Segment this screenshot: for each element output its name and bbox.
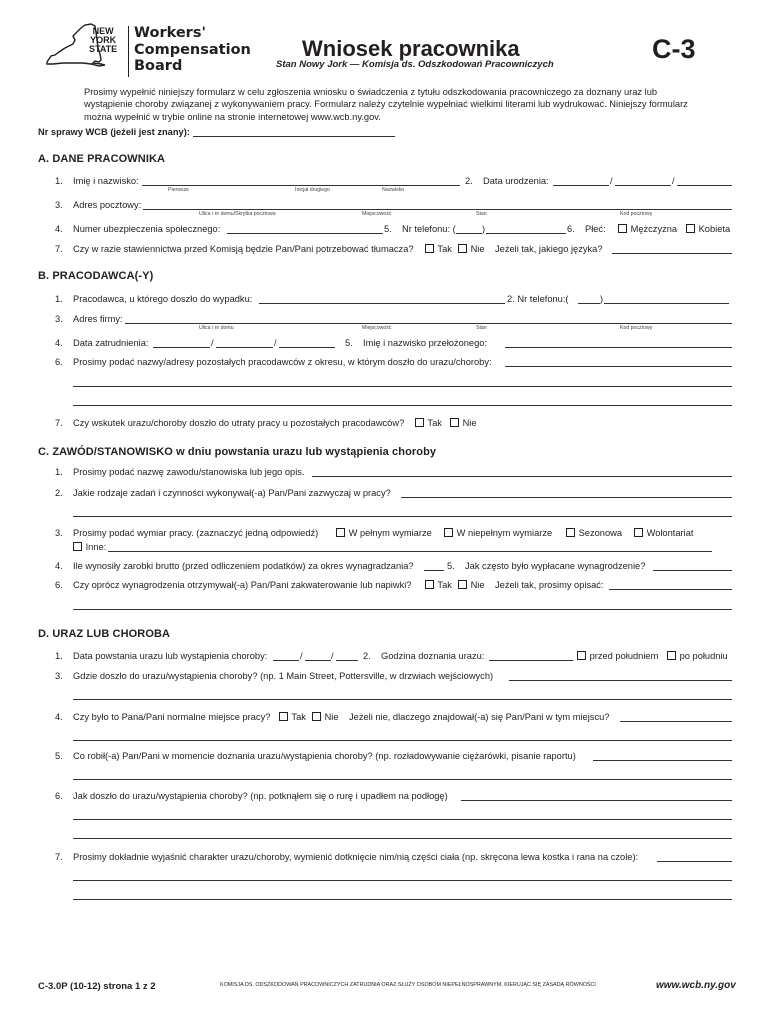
checkbox-icon[interactable] — [73, 542, 82, 551]
a7-no-option[interactable]: Nie — [458, 244, 485, 254]
a2-dob-month[interactable] — [553, 185, 609, 186]
section-d-title: D. URAZ LUB CHOROBA — [38, 628, 171, 640]
d1-sep1: / — [300, 651, 303, 661]
d6-how-line-3[interactable] — [73, 838, 732, 839]
a1-name-input[interactable] — [142, 185, 460, 186]
c3-fulltime-option[interactable]: W pełnym wymiarze — [336, 528, 432, 538]
d6-how-line-1[interactable] — [461, 800, 732, 801]
b6-other-employers-line-2[interactable] — [73, 386, 732, 387]
d4-no-option[interactable]: Nie — [312, 712, 339, 722]
b1-employer-input[interactable] — [259, 303, 505, 304]
a4-label: 4. Numer ubezpieczenia społecznego: — [55, 224, 221, 234]
a6-male-option[interactable]: Mężczyzna — [618, 224, 677, 234]
a4-ssn-input[interactable] — [227, 233, 383, 234]
c2-label: 2. Jakie rodzaje zadań i czynności wykonywał(-a) Pan/Pani zazwyczaj w pracy? — [55, 488, 391, 498]
case-number-input[interactable] — [193, 136, 395, 137]
c4-label: 4. Ile wynosiły zarobki brutto (przed odliczeniem podatków) za okres wynagradzania? — [55, 561, 414, 571]
a1-sub-first: Pierwsze — [168, 187, 190, 193]
checkbox-icon[interactable] — [618, 224, 627, 233]
checkbox-icon[interactable] — [312, 712, 321, 721]
c1-occupation-input[interactable] — [312, 476, 732, 477]
b4-hire-day[interactable] — [216, 347, 273, 348]
a1-sub-middle: Inicjał drugiego — [295, 187, 330, 193]
a7b-label: Jeżeli tak, jakiego języka? — [495, 244, 603, 254]
a5-label: 5. Nr telefonu: ( — [384, 224, 456, 234]
b2-paren: ) — [600, 294, 604, 304]
d1-injury-year[interactable] — [336, 660, 358, 661]
a3-address-input[interactable] — [143, 209, 732, 210]
checkbox-icon[interactable] — [336, 528, 345, 537]
b7-yes-option[interactable]: Tak — [415, 418, 442, 428]
section-b-title: B. PRACODAWCA(-Y) — [38, 270, 154, 282]
logo-agency-text: Workers' Compensation Board — [134, 25, 251, 74]
logo-divider — [128, 26, 129, 77]
checkbox-icon[interactable] — [279, 712, 288, 721]
b4-sep2: / — [274, 338, 277, 348]
footer-notice: KOMISJA DS. ODSZKODOWAŃ PRACOWNICZYCH ZATRUDNIA ORAZ SŁUŻY OSOBOM NIEPEŁNOSPRAWNYM, KIERUJĄC SIĘ ZASADĄ RÓWNOŚCI — [220, 982, 596, 988]
a7-language-input[interactable] — [612, 253, 732, 254]
a3-sub-city: Miejscowość — [362, 211, 392, 217]
checkbox-icon[interactable] — [667, 651, 676, 660]
d4-yes-option[interactable]: Tak — [279, 712, 306, 722]
b4-label: 4. Data zatrudnienia: — [55, 338, 149, 348]
d3-location-line-2[interactable] — [73, 699, 732, 700]
a5-area-code[interactable] — [456, 233, 482, 234]
d1-injury-month[interactable] — [273, 660, 299, 661]
a7-label: 7. Czy w razie stawiennictwa przed Komisją będzie Pan/Pani potrzebować tłumacza? — [55, 244, 414, 254]
page-subtitle: Stan Nowy Jork — Komisja ds. Odszkodowań Pracowniczych — [276, 59, 554, 70]
d7-nature-line-3[interactable] — [73, 899, 732, 900]
d3-location-line-1[interactable] — [509, 680, 732, 681]
d4-label: 4. Czy było to Pana/Pani normalne miejsce pracy? — [55, 712, 271, 722]
d5-activity-line-1[interactable] — [593, 760, 732, 761]
checkbox-icon[interactable] — [634, 528, 643, 537]
d6-how-line-2[interactable] — [73, 819, 732, 820]
a5-phone-input[interactable] — [486, 233, 566, 234]
d7-nature-line-1[interactable] — [657, 861, 732, 862]
intro-text: Prosimy wypełnić niniejszy formularz w celu zgłoszenia wniosku o świadczenia z tytułu odszkodowania pracowniczego za doznany uraz lub wystąpienie choroby związanej z wykonywaniem pracy. Formularz należy czytelnie wypełniać wielkimi literami lub wydrukować. Niniejszy formularz można wypełnić w trybie online na stronie internetowej www.wcb.ny.gov. — [84, 87, 688, 122]
c6-yes-option[interactable]: Tak — [425, 580, 452, 590]
b6-label: 6. Prosimy podać nazwy/adresy pozostałych pracodawców z okresu, w którym doszło do urazu/choroby: — [55, 357, 492, 367]
checkbox-icon[interactable] — [458, 244, 467, 253]
b2-label: 2. Nr telefonu:( — [507, 294, 569, 304]
d1-injury-day[interactable] — [305, 660, 331, 661]
b7-label: 7. Czy wskutek urazu/choroby doszło do utraty pracy u pozostałych pracodawców? — [55, 418, 405, 428]
b4-hire-year[interactable] — [279, 347, 335, 348]
checkbox-icon[interactable] — [415, 418, 424, 427]
a2-dob-year[interactable] — [677, 185, 732, 186]
d2-am-option[interactable]: przed południem — [577, 651, 658, 661]
c3-other-option[interactable]: Inne: — [73, 542, 106, 552]
d2-pm-option[interactable]: po południu — [667, 651, 728, 661]
c3-parttime-option[interactable]: W niepełnym wymiarze — [444, 528, 552, 538]
d4-reason-line-1[interactable] — [620, 721, 732, 722]
c6-no-option[interactable]: Nie — [458, 580, 485, 590]
a2-sep1: / — [610, 176, 613, 186]
a6-female-option[interactable]: Kobieta — [686, 224, 730, 234]
b3-label: 3. Adres firmy: — [55, 314, 123, 324]
section-a-title: A. DANE PRACOWNIKA — [38, 153, 166, 165]
d2-time-input[interactable] — [489, 660, 573, 661]
b5-supervisor-input[interactable] — [505, 347, 732, 348]
b3-sub-street: Ulica i nr domu — [199, 325, 234, 331]
b4-sep1: / — [211, 338, 214, 348]
c5-label: 5. Jak często było wypłacane wynagrodzenie? — [447, 561, 646, 571]
b1-label: 1. Pracodawca, u którego doszło do wypadku: — [55, 294, 253, 304]
checkbox-icon[interactable] — [444, 528, 453, 537]
checkbox-icon[interactable] — [425, 580, 434, 589]
b2-phone-input[interactable] — [604, 303, 729, 304]
d6-label: 6. Jak doszło do urazu/wystąpienia choroby? (np. potknąłem się o rurę i upadłem na podłogę) — [55, 791, 448, 801]
c3-volunteer-option[interactable]: Wolontariat — [634, 528, 693, 538]
d4b-label: Jeżeli nie, dlaczego znajdował(-a) się Pan/Pani w tym miejscu? — [349, 712, 610, 722]
b5-label: 5. Imię i nazwisko przełożonego: — [345, 338, 488, 348]
footer-form-id: C-3.0P (10-12) strona 1 z 2 — [38, 981, 156, 992]
a7-yes-option[interactable]: Tak — [425, 244, 452, 254]
c4-wages-input[interactable] — [424, 570, 444, 571]
page-title: Wniosek pracownika — [302, 36, 520, 61]
d2-label: 2. Godzina doznania urazu: — [363, 651, 485, 661]
b2-area-code[interactable] — [578, 303, 600, 304]
checkbox-icon[interactable] — [450, 418, 459, 427]
a6-label: 6. Płeć: — [567, 224, 606, 234]
c6-describe-line-1[interactable] — [609, 589, 732, 590]
c3-seasonal-option[interactable]: Sezonowa — [566, 528, 622, 538]
a3-sub-state: Stan — [476, 211, 487, 217]
a3-label: 3. Adres pocztowy: — [55, 200, 142, 210]
d5-label: 5. Co robił(-a) Pan/Pani w momencie doznania urazu/wystąpienia choroby? (np. rozładowywanie ciężarówki, pisanie raportu) — [55, 751, 576, 761]
d7-label: 7. Prosimy dokładnie wyjaśnić charakter urazu/choroby, wymienić dotknięcie nim/nią części ciała (np. skręcona lewa kostka i rana na czole): — [55, 852, 639, 862]
d1-label: 1. Data powstania urazu lub wystąpienia choroby: — [55, 651, 268, 661]
b7-no-option[interactable]: Nie — [450, 418, 477, 428]
c3-other-input[interactable] — [108, 551, 712, 552]
c6-label: 6. Czy oprócz wynagrodzenia otrzymywał(-a) Pan/Pani zakwaterowanie lub napiwki? — [55, 580, 412, 590]
section-c-title: C. ZAWÓD/STANOWISKO w dniu powstania urazu lub wystąpienia choroby — [38, 446, 437, 458]
form-code: C-3 — [652, 34, 696, 64]
logo-state-text: NEW YORK STATE — [89, 26, 118, 54]
b6-other-employers-line-3[interactable] — [73, 405, 732, 406]
b3-address-input[interactable] — [125, 323, 732, 324]
a2-dob-day[interactable] — [615, 185, 671, 186]
c6-describe-line-2[interactable] — [73, 609, 732, 610]
a3-sub-zip: Kod pocztowy — [620, 211, 653, 217]
b3-sub-zip: Kod pocztowy — [620, 325, 653, 331]
a5-paren: ) — [482, 224, 486, 234]
b3-sub-state: Stan — [476, 325, 487, 331]
a2-sep2: / — [672, 176, 675, 186]
checkbox-icon[interactable] — [686, 224, 695, 233]
a1-label: 1. Imię i nazwisko: — [55, 176, 139, 186]
c3-label: 3. Prosimy podać wymiar pracy. (zaznaczyć jedną odpowiedź) — [55, 528, 319, 538]
a2-label: 2. Data urodzenia: — [465, 176, 549, 186]
checkbox-icon[interactable] — [425, 244, 434, 253]
d5-activity-line-2[interactable] — [73, 779, 732, 780]
d1-sep2: / — [331, 651, 334, 661]
case-number-label: Nr sprawy WCB (jeżeli jest znany): — [38, 127, 190, 137]
b3-sub-city: Miejscowość — [362, 325, 392, 331]
c1-label: 1. Prosimy podać nazwę zawodu/stanowiska lub jego opis. — [55, 467, 305, 477]
a1-sub-last: Nazwisko — [382, 187, 405, 193]
d7-nature-line-2[interactable] — [73, 880, 732, 881]
c2-duties-line-2[interactable] — [73, 516, 732, 517]
checkbox-icon[interactable] — [577, 651, 586, 660]
b6-other-employers-line-1[interactable] — [505, 366, 732, 367]
c2-duties-line-1[interactable] — [401, 497, 732, 498]
d4-reason-line-2[interactable] — [73, 740, 732, 741]
checkbox-icon[interactable] — [458, 580, 467, 589]
c6b-label: Jeżeli tak, prosimy opisać: — [495, 580, 604, 590]
d3-label: 3. Gdzie doszło do urazu/wystąpienia choroby? (np. 1 Main Street, Pottersville, w drzwiach wejściowych) — [55, 671, 494, 681]
footer-website-link[interactable]: www.wcb.ny.gov — [656, 980, 736, 991]
b4-hire-month[interactable] — [153, 347, 210, 348]
c5-pay-frequency-input[interactable] — [653, 570, 732, 571]
a3-sub-street: Ulica i nr domu/Skrytka pocztowa — [199, 211, 276, 217]
checkbox-icon[interactable] — [566, 528, 575, 537]
